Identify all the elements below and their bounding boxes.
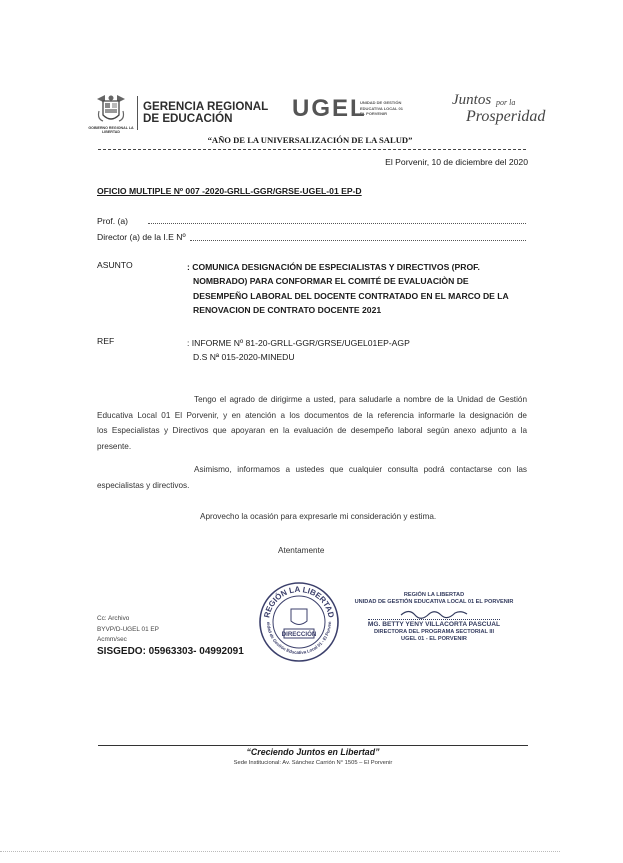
stamp-bottom-text: nidad de Gestión Educativa Local 01 - El Porven <box>265 621 333 656</box>
stamp-center-label: DIRECCIÓN <box>281 631 317 638</box>
paragraph-line: Tengo el agrado de dirigirme a usted, para saludarle a nombre de la Unidad de Gestión <box>194 395 527 404</box>
ugel-logo: UGEL <box>292 95 367 122</box>
ref-text <box>187 336 410 365</box>
ugel-sub-line3: EL PORVENIR <box>360 111 387 117</box>
prof-line <box>148 223 526 224</box>
footer-motto: “Creciendo Juntos en Libertad” <box>246 747 380 757</box>
sig-unit-short: UGEL 01 - EL PORVENIR <box>401 636 467 642</box>
paragraph-1 <box>97 392 527 454</box>
asunto-line: NOMBRADO) PARA CONFORMAR EL COMITÉ DE EVALUACIÒN DE <box>193 276 469 287</box>
sig-title: DIRECTORA DEL PROGRAMA SECTORIAL III <box>373 629 495 635</box>
header <box>0 0 623 160</box>
footer-address: Sede Institucional: Av. Sánchez Carrión N° 1505 – El Porvenir <box>233 760 393 766</box>
paragraph-line: Asimismo, informamos a ustedes que cualquier consulta podrá contactarse con las <box>194 465 527 474</box>
asunto-text <box>187 260 509 318</box>
sig-region: REGIÓN LA LIBERTAD <box>403 592 465 598</box>
ref-label: REF <box>97 336 115 346</box>
header-separator <box>98 149 526 150</box>
ugel-sub-line1: UNIDAD DE GESTIÓN <box>360 100 402 105</box>
stamp-top-text: REGIÓN LA LIBERTAD <box>262 584 336 619</box>
paragraph-line: presente. <box>97 441 132 451</box>
header-divider <box>137 96 138 130</box>
paragraph-3: Aprovecho la ocasión para expresarle mi consideración y estima. <box>200 512 437 521</box>
asunto-line: DESEMPEÑO LABORAL DEL DOCENTE CONTRATADO EN EL MARCO DE LA <box>193 290 509 301</box>
ref-line: : INFORME Nº 81-20-GRLL-GGR/GRSE/UGEL01EP-AGP <box>187 338 410 348</box>
signature-block <box>334 592 534 643</box>
prof-label: Prof. (a) <box>97 216 129 226</box>
paragraph-line: especialistas y directivos. <box>97 480 190 490</box>
gerencia-title <box>143 101 268 124</box>
signature-scribble <box>399 607 469 619</box>
coat-of-arms-icon <box>93 93 129 127</box>
director-label: Director (a) de la I.E Nº <box>97 232 186 242</box>
cc-line: Acmm/sec <box>97 636 127 643</box>
sisgedo-number: SISGEDO: 05963303- 04992091 <box>97 646 244 657</box>
stamp-shield-icon <box>291 609 307 625</box>
asunto-line: RENOVACION DE CONTRATO DOCENTE 2021 <box>193 305 382 316</box>
cc-line: BYVP/D-UGEL 01 EP <box>97 625 159 633</box>
footer-rule <box>98 745 528 746</box>
juntos-word2: por la <box>496 98 516 107</box>
gerencia-line1: GERENCIA REGIONAL <box>143 100 269 113</box>
juntos-word1: Juntos <box>452 92 492 108</box>
juntos-word3: Prosperidad <box>466 108 546 125</box>
cc-line: Cc: Archivo <box>97 615 130 622</box>
closing: Atentamente <box>278 546 325 555</box>
asunto-line: : COMUNICA DESIGNACIÓN DE ESPECIALISTAS Y DIRECTIVOS (PROF. <box>187 262 480 272</box>
ref-line: D.S Nª 015-2020-MINEDU <box>193 352 295 363</box>
ugel-subtitle <box>360 100 403 117</box>
oficio-number: OFICIO MULTIPLE Nº 007 -2020-GRLL-GGR/GRSE-UGEL-01 EP-D <box>97 186 362 196</box>
asunto-label: ASUNTO <box>97 260 133 270</box>
ugel-sub-line2: EDUCATIVA LOCAL 01 <box>360 105 403 111</box>
director-line <box>190 240 526 241</box>
shield-caption: GOBIERNO REGIONAL LA LIBERTAD <box>88 126 134 134</box>
bottom-margin-line <box>0 851 560 852</box>
year-motto: “AÑO DE LA UNIVERSALIZACIÓN DE LA SALUD” <box>207 135 413 145</box>
sig-name: MG. BETTY YENY VILLACORTA PASCUAL <box>367 621 501 628</box>
juntos-logo <box>448 92 546 132</box>
paragraph-line: Educativa Local 01 El Porvenir, y en atención a los documentos de la referencia informarle la designación de <box>97 410 527 420</box>
paragraph-2 <box>97 462 527 493</box>
direccion-stamp <box>258 581 340 663</box>
letter-date: El Porvenir, 10 de diciembre del 2020 <box>385 157 528 167</box>
gerencia-line2: DE EDUCACIÓN <box>143 111 233 125</box>
paragraph-line: los Especialistas y Directivos que apoyaran en la evaluación de desempeño laboral según anexo adjunto a la <box>97 426 527 435</box>
cc-block <box>97 614 159 646</box>
sig-unit: UNIDAD DE GESTIÓN EDUCATIVA LOCAL 01 EL PORVENIR <box>354 599 514 605</box>
